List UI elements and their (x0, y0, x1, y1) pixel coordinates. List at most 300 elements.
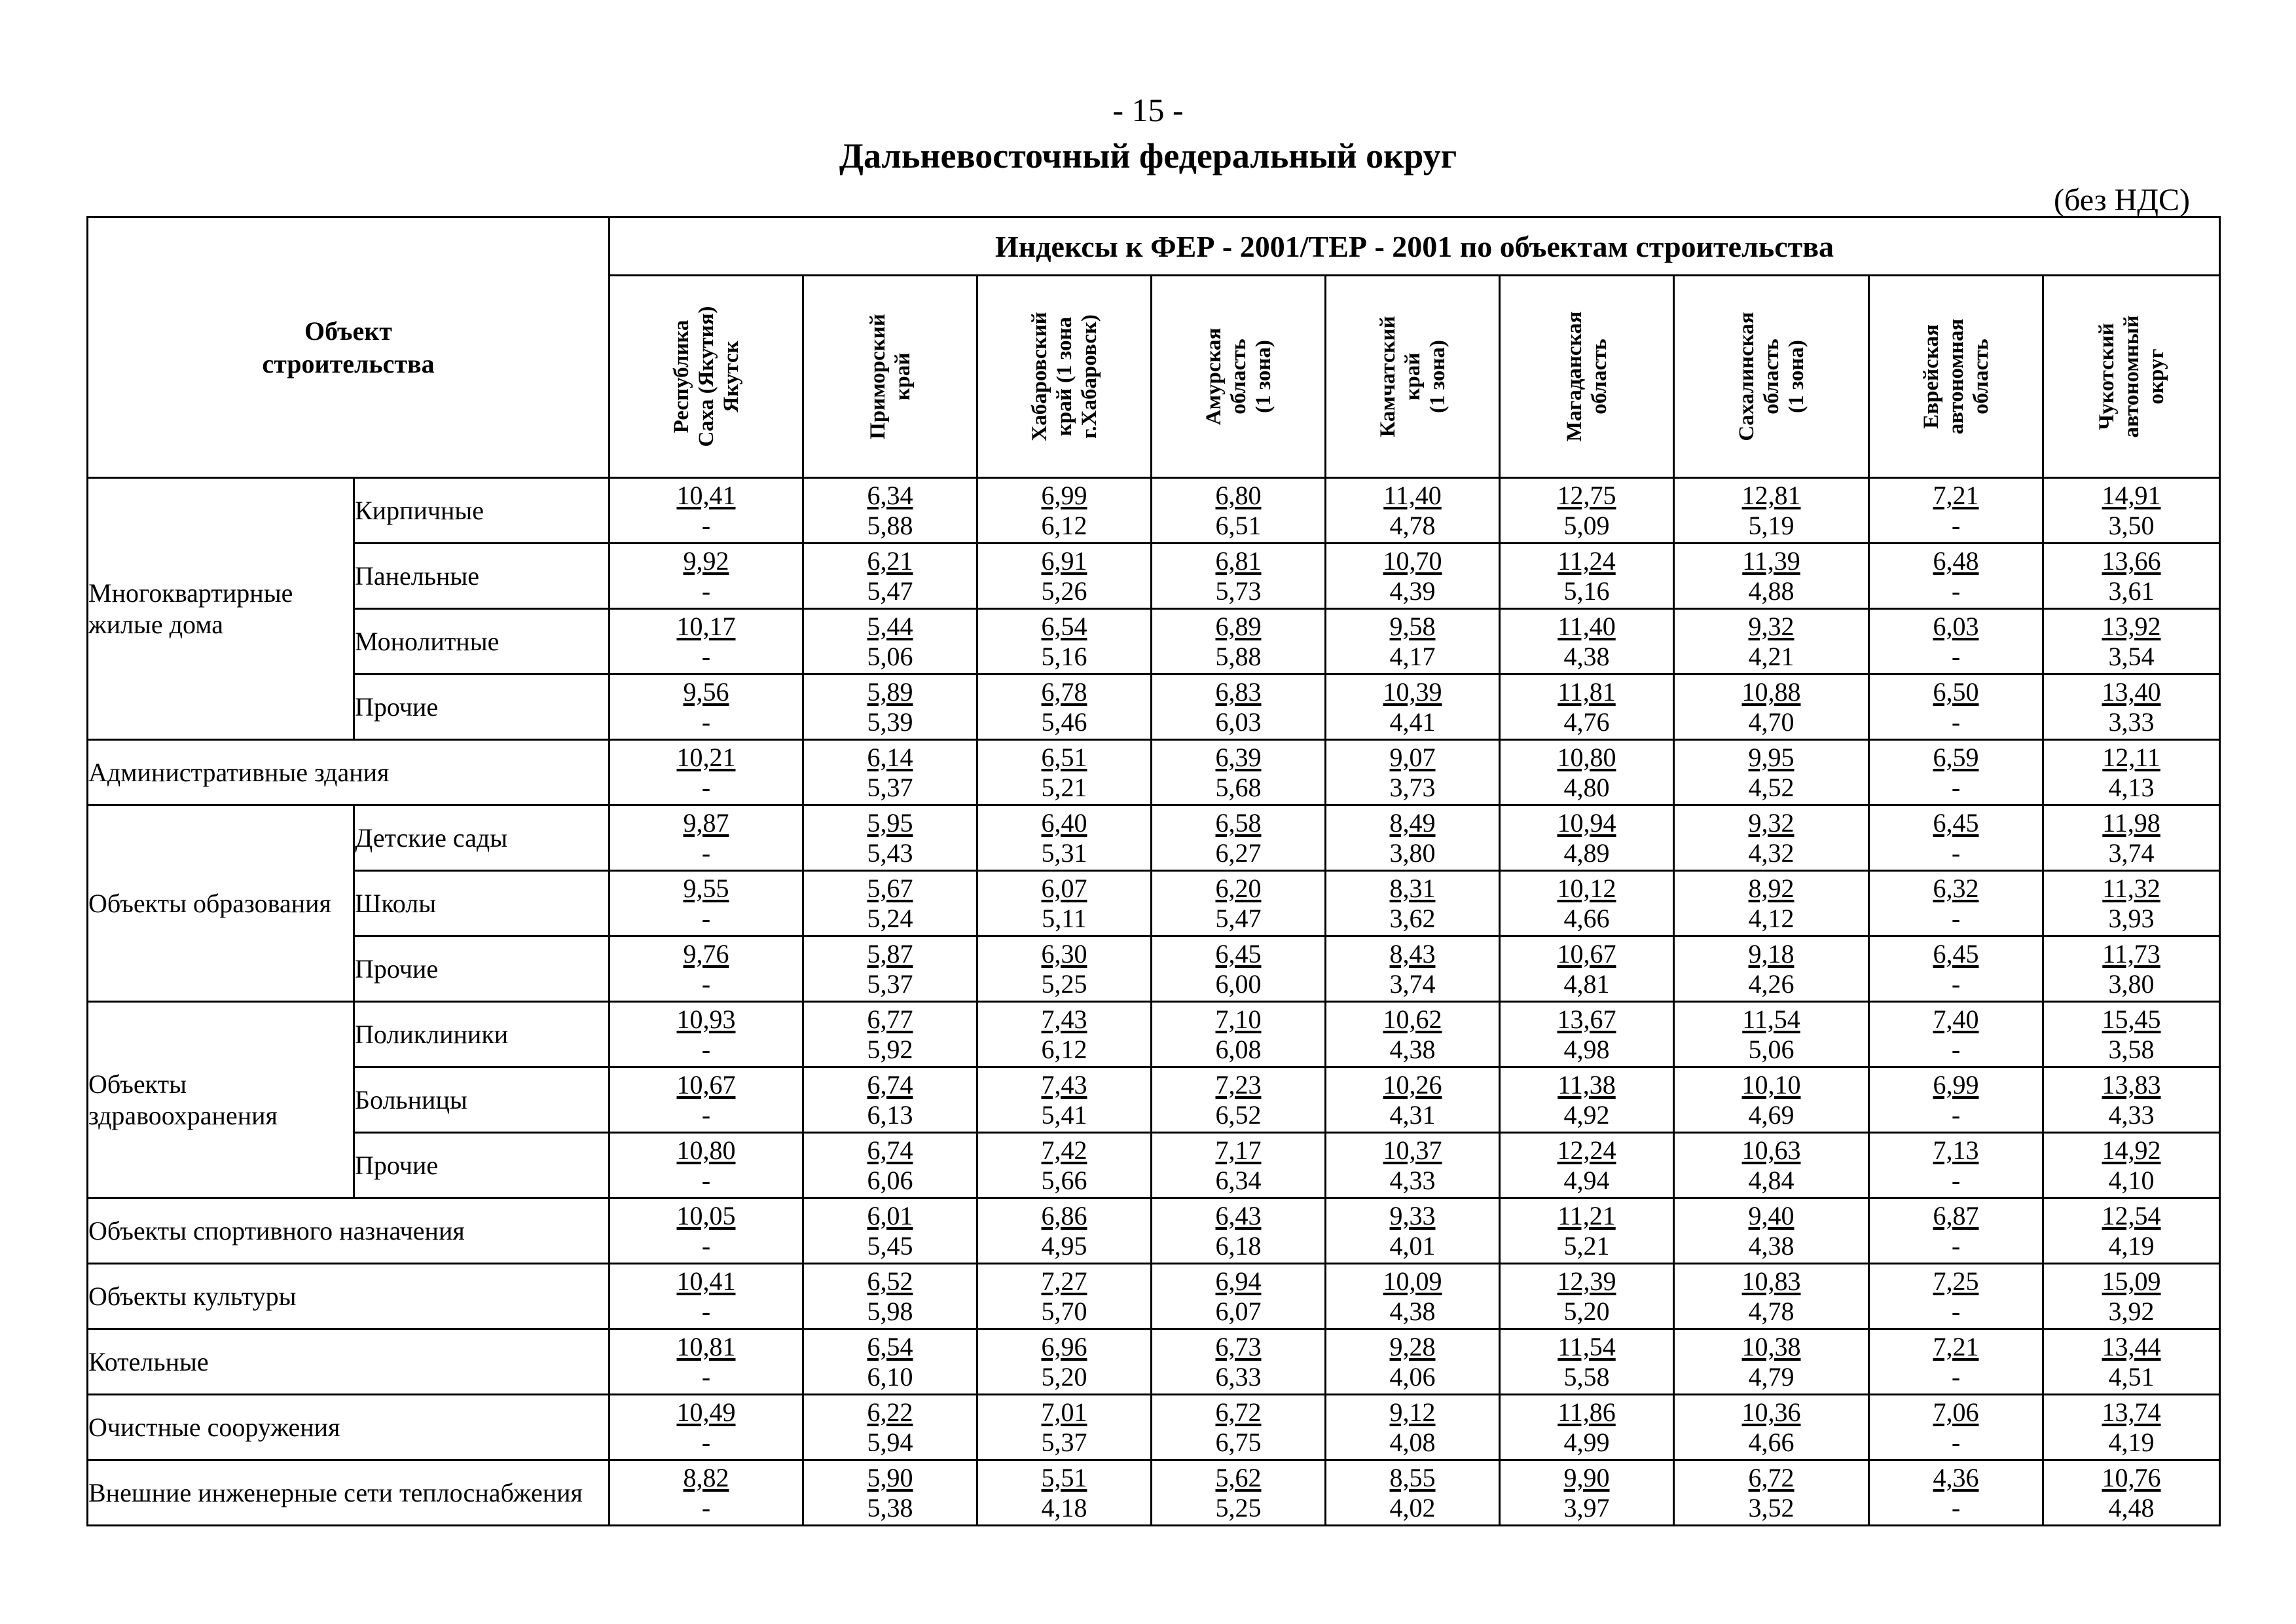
group-label: Объекты здравоохранения (88, 1002, 354, 1198)
table-row (88, 1002, 2220, 1067)
ter-index-value: 5,37 (1041, 1427, 1087, 1457)
subgroup-label: Прочие (354, 674, 610, 740)
ter-index-value: 4,51 (2108, 1361, 2155, 1392)
fer-index-value: 6,22 (867, 1397, 913, 1427)
fer-index-value: 10,62 (1383, 1004, 1442, 1034)
fer-index-value: 10,63 (1741, 1135, 1801, 1165)
ter-index-value: 5,20 (1563, 1296, 1610, 1326)
index-cell (610, 936, 803, 1002)
index-cell (1326, 936, 1500, 1002)
table-row (88, 1198, 2220, 1264)
ter-index-value: 6,51 (1215, 510, 1262, 540)
index-cell (1674, 805, 1869, 871)
fer-index-value: 6,74 (867, 1135, 913, 1165)
fer-index-value: 11,86 (1558, 1397, 1616, 1427)
subgroup-label: Прочие (354, 936, 610, 1002)
ter-index-value: 4,41 (1389, 707, 1436, 737)
ter-index-value: 5,24 (867, 903, 913, 933)
fer-index-value: 13,67 (1557, 1004, 1616, 1034)
fer-index-value: 6,77 (867, 1004, 913, 1034)
index-cell (1674, 871, 1869, 936)
ter-index-value: 5,21 (1041, 772, 1087, 802)
subgroup-label: Монолитные (354, 609, 610, 674)
group-label: Многоквартирные жилые дома (88, 478, 354, 740)
index-cell (1500, 871, 1674, 936)
fer-index-value: 14,91 (2102, 480, 2161, 510)
index-cell (1500, 1264, 1674, 1329)
index-cell (1869, 1002, 2043, 1067)
index-table (86, 216, 2221, 1526)
index-cell (2043, 1395, 2220, 1460)
ter-index-value: - (701, 1492, 711, 1522)
fer-index-value: 9,07 (1389, 742, 1436, 772)
index-cell (1500, 740, 1674, 805)
index-cell (1674, 1329, 1869, 1395)
table-row (88, 544, 2220, 609)
ter-index-value: 4,18 (1041, 1492, 1087, 1522)
index-cell (1152, 1460, 1326, 1526)
index-cell (1500, 544, 1674, 609)
index-cell (803, 1329, 977, 1395)
subgroup-label: Больницы (354, 1067, 610, 1133)
fer-index-value: 6,80 (1215, 480, 1262, 510)
table-row (88, 1067, 2220, 1133)
ter-index-value: 3,74 (2108, 838, 2155, 868)
index-cell (2043, 478, 2220, 544)
fer-index-value: 12,81 (1741, 480, 1801, 510)
fer-index-value: 5,67 (867, 873, 913, 903)
fer-index-value: 10,67 (1557, 938, 1616, 969)
index-cell (803, 1395, 977, 1460)
fer-index-value: 10,21 (676, 742, 736, 772)
region-header-cell (1674, 276, 1869, 478)
ter-index-value: - (1951, 1099, 1961, 1130)
region-header-cell (977, 276, 1152, 478)
fer-index-value: 8,49 (1389, 807, 1436, 838)
fer-index-value: 9,76 (683, 938, 729, 969)
index-cell (610, 1067, 803, 1133)
ter-index-value: 3,74 (1389, 969, 1436, 999)
page-number: - 15 - (1112, 92, 1184, 128)
subgroup-label: Кирпичные (354, 478, 610, 544)
fer-index-value: 9,18 (1748, 938, 1795, 969)
ter-index-value: 4,52 (1748, 772, 1795, 802)
ter-index-value: - (701, 1230, 711, 1261)
ter-index-value: - (1951, 969, 1961, 999)
ter-index-value: 4,78 (1748, 1296, 1795, 1326)
index-cell (610, 1460, 803, 1526)
index-cell (1326, 1067, 1500, 1133)
index-cell (1152, 609, 1326, 674)
index-cell (2043, 805, 2220, 871)
ter-index-value: - (701, 969, 711, 999)
ter-index-value: 3,58 (2108, 1034, 2155, 1064)
index-cell (1869, 674, 2043, 740)
table-row (88, 1329, 2220, 1395)
index-cell (1326, 544, 1500, 609)
index-cell (610, 740, 803, 805)
ter-index-value: 5,31 (1041, 838, 1087, 868)
fer-index-value: 5,51 (1041, 1462, 1087, 1492)
fer-index-value: 6,34 (867, 480, 913, 510)
ter-index-value: 5,16 (1563, 576, 1610, 606)
fer-index-value: 6,52 (867, 1266, 913, 1296)
ter-index-value: 4,81 (1563, 969, 1610, 999)
index-cell (1500, 1460, 1674, 1526)
fer-index-value: 6,30 (1041, 938, 1087, 969)
index-cell (2043, 1460, 2220, 1526)
fer-index-value: 6,45 (1933, 938, 1979, 969)
subgroup-label: Школы (354, 871, 610, 936)
table-row (88, 1133, 2220, 1198)
fer-index-value: 6,21 (867, 545, 913, 576)
region-header-label: Магаданская область (1562, 311, 1611, 442)
ter-index-value: - (1951, 772, 1961, 802)
ter-index-value: 4,26 (1748, 969, 1795, 999)
index-cell (2043, 609, 2220, 674)
fer-index-value: 11,39 (1742, 545, 1800, 576)
ter-index-value: 6,08 (1215, 1034, 1262, 1064)
object-header-label: Объект строительства (262, 316, 435, 378)
group-label: Объекты образования (88, 805, 354, 1002)
ter-index-value: 3,93 (2108, 903, 2155, 933)
fer-index-value: 6,40 (1041, 807, 1087, 838)
index-cell (977, 1264, 1152, 1329)
row-label: Объекты культуры (88, 1264, 610, 1329)
fer-index-value: 5,90 (867, 1462, 913, 1492)
table-row (88, 805, 2220, 871)
ter-index-value: - (701, 903, 711, 933)
index-cell (2043, 740, 2220, 805)
ter-index-value: 3,52 (1748, 1492, 1795, 1522)
index-cell (803, 1460, 977, 1526)
index-cell (977, 1329, 1152, 1395)
index-cell (2043, 1067, 2220, 1133)
fer-index-value: 6,89 (1215, 611, 1262, 641)
index-cell (1674, 1264, 1869, 1329)
index-cell (803, 609, 977, 674)
table-row (88, 478, 2220, 544)
index-cell (1674, 609, 1869, 674)
ter-index-value: - (1951, 576, 1961, 606)
ter-index-value: 6,13 (867, 1099, 913, 1130)
fer-index-value: 10,83 (1741, 1266, 1801, 1296)
fer-index-value: 10,10 (1741, 1069, 1801, 1099)
index-cell (803, 1198, 977, 1264)
fer-index-value: 7,25 (1933, 1266, 1979, 1296)
index-cell (1326, 478, 1500, 544)
index-cell (1869, 1395, 2043, 1460)
fer-index-value: 6,50 (1933, 676, 1979, 707)
ter-index-value: 5,37 (867, 969, 913, 999)
fer-index-value: 7,42 (1041, 1135, 1087, 1165)
region-header-cell (1869, 276, 2043, 478)
region-header-label: Хабаровский край (1 зона г.Хабаровск) (1027, 312, 1101, 441)
ter-index-value: 5,43 (867, 838, 913, 868)
ter-index-value: 3,33 (2108, 707, 2155, 737)
index-cell (1152, 1395, 1326, 1460)
fer-index-value: 10,39 (1383, 676, 1442, 707)
fer-index-value: 13,40 (2102, 676, 2161, 707)
index-cell (977, 674, 1152, 740)
ter-index-value: 4,76 (1563, 707, 1610, 737)
ter-index-value: 4,38 (1389, 1296, 1436, 1326)
index-cell (977, 740, 1152, 805)
ter-index-value: 4,80 (1563, 772, 1610, 802)
subgroup-label: Поликлиники (354, 1002, 610, 1067)
ter-index-value: 5,16 (1041, 641, 1087, 671)
ter-index-value: - (1951, 707, 1961, 737)
index-cell (1152, 740, 1326, 805)
ter-index-value: 4,66 (1748, 1427, 1795, 1457)
ter-index-value: - (701, 641, 711, 671)
fer-index-value: 6,45 (1933, 807, 1979, 838)
index-cell (1674, 1133, 1869, 1198)
index-cell (610, 1329, 803, 1395)
index-cell (1674, 478, 1869, 544)
fer-index-value: 9,56 (683, 676, 729, 707)
row-label: Внешние инженерные сети теплоснабжения (88, 1460, 610, 1526)
ter-index-value: 5,58 (1563, 1361, 1610, 1392)
ter-index-value: 6,33 (1215, 1361, 1262, 1392)
ter-index-value: 5,06 (867, 641, 913, 671)
region-header-label: Республика Саха (Якутия) Якутск (669, 306, 743, 447)
ter-index-value: - (1951, 1492, 1961, 1522)
ter-index-value: 4,12 (1748, 903, 1795, 933)
table-row (88, 936, 2220, 1002)
fer-index-value: 12,54 (2102, 1200, 2161, 1230)
fer-index-value: 9,95 (1748, 742, 1795, 772)
fer-index-value: 12,39 (1557, 1266, 1616, 1296)
row-label: Административные здания (88, 740, 610, 805)
fer-index-value: 10,41 (676, 480, 736, 510)
index-cell (803, 674, 977, 740)
fer-index-value: 7,43 (1041, 1069, 1087, 1099)
row-label: Объекты спортивного назначения (88, 1198, 610, 1264)
index-cell (1152, 1198, 1326, 1264)
ter-index-value: 6,10 (867, 1361, 913, 1392)
index-cell (1326, 1460, 1500, 1526)
index-cell (977, 1067, 1152, 1133)
ter-index-value: 4,98 (1563, 1034, 1610, 1064)
ter-index-value: 5,26 (1041, 576, 1087, 606)
index-cell (1674, 1002, 1869, 1067)
index-cell (1500, 478, 1674, 544)
ter-index-value: 6,06 (867, 1165, 913, 1195)
fer-index-value: 6,20 (1215, 873, 1262, 903)
ter-index-value: - (701, 838, 711, 868)
fer-index-value: 6,39 (1215, 742, 1262, 772)
ter-index-value: 5,45 (867, 1230, 913, 1261)
fer-index-value: 10,70 (1383, 545, 1442, 576)
index-cell (1869, 544, 2043, 609)
ter-index-value: 5,88 (1215, 641, 1262, 671)
index-cell (1326, 609, 1500, 674)
index-cell (803, 1264, 977, 1329)
index-cell (1152, 1133, 1326, 1198)
index-cell (803, 871, 977, 936)
ter-index-value: 5,37 (867, 772, 913, 802)
fer-index-value: 11,40 (1383, 480, 1442, 510)
ter-index-value: 5,20 (1041, 1361, 1087, 1392)
ter-index-value: - (1951, 1296, 1961, 1326)
index-cell (1326, 871, 1500, 936)
ter-index-value: 4,95 (1041, 1230, 1087, 1261)
fer-index-value: 10,76 (2102, 1462, 2161, 1492)
object-header (88, 217, 610, 478)
fer-index-value: 6,91 (1041, 545, 1087, 576)
fer-index-value: 10,94 (1557, 807, 1616, 838)
page-title: Дальневосточный федеральный округ (839, 136, 1457, 175)
ter-index-value: - (701, 1034, 711, 1064)
fer-index-value: 4,36 (1933, 1462, 1979, 1492)
index-cell (803, 1002, 977, 1067)
ter-index-value: 4,17 (1389, 641, 1436, 671)
ter-index-value: 4,08 (1389, 1427, 1436, 1457)
fer-index-value: 8,82 (683, 1462, 729, 1492)
region-header-label: Чукотский автономный округ (2094, 315, 2168, 438)
fer-index-value: 9,90 (1563, 1462, 1610, 1492)
ter-index-value: 5,94 (867, 1427, 913, 1457)
index-cell (1326, 1395, 1500, 1460)
index-cell (2043, 674, 2220, 740)
table-body (88, 478, 2220, 1526)
ter-index-value: - (1951, 1034, 1961, 1064)
index-header: Индексы к ФЕР - 2001/ТЕР - 2001 по объектам строительства (610, 217, 2220, 276)
fer-index-value: 6,07 (1041, 873, 1087, 903)
index-cell (1869, 936, 2043, 1002)
fer-index-value: 6,51 (1041, 742, 1087, 772)
index-cell (2043, 936, 2220, 1002)
fer-index-value: 9,12 (1389, 1397, 1436, 1427)
index-cell (610, 544, 803, 609)
ter-index-value: 5,47 (867, 576, 913, 606)
fer-index-value: 11,98 (2102, 807, 2160, 838)
fer-index-value: 8,31 (1389, 873, 1436, 903)
index-cell (2043, 1264, 2220, 1329)
fer-index-value: 7,40 (1933, 1004, 1979, 1034)
index-cell (1326, 1264, 1500, 1329)
fer-index-value: 6,45 (1215, 938, 1262, 969)
ter-index-value: 4,19 (2108, 1427, 2155, 1457)
index-cell (1674, 740, 1869, 805)
fer-index-value: 7,06 (1933, 1397, 1979, 1427)
fer-index-value: 6,14 (867, 742, 913, 772)
ter-index-value: 6,75 (1215, 1427, 1262, 1457)
ter-index-value: 5,38 (867, 1492, 913, 1522)
fer-index-value: 6,03 (1933, 611, 1979, 641)
fer-index-value: 5,44 (867, 611, 913, 641)
fer-index-value: 6,54 (1041, 611, 1087, 641)
index-cell (610, 1264, 803, 1329)
fer-index-value: 9,40 (1748, 1200, 1795, 1230)
index-cell (610, 609, 803, 674)
index-cell (610, 478, 803, 544)
index-cell (803, 478, 977, 544)
index-cell (1326, 1133, 1500, 1198)
fer-index-value: 6,48 (1933, 545, 1979, 576)
fer-index-value: 6,72 (1748, 1462, 1795, 1492)
index-cell (1869, 1329, 2043, 1395)
fer-index-value: 5,87 (867, 938, 913, 969)
region-header-cell (2043, 276, 2220, 478)
ter-index-value: 5,73 (1215, 576, 1262, 606)
index-cell (1326, 805, 1500, 871)
ter-index-value: 5,98 (867, 1296, 913, 1326)
index-cell (1326, 1002, 1500, 1067)
fer-index-value: 9,92 (683, 545, 729, 576)
ter-index-value: 4,70 (1748, 707, 1795, 737)
ter-index-value: 5,46 (1041, 707, 1087, 737)
fer-index-value: 7,10 (1215, 1004, 1262, 1034)
index-cell (1152, 936, 1326, 1002)
index-cell (1500, 805, 1674, 871)
ter-index-value: - (701, 1099, 711, 1130)
index-cell (1500, 1133, 1674, 1198)
index-cell (1869, 1264, 2043, 1329)
fer-index-value: 13,44 (2102, 1331, 2161, 1361)
ter-index-value: 4,01 (1389, 1230, 1436, 1261)
fer-index-value: 8,43 (1389, 938, 1436, 969)
fer-index-value: 15,09 (2102, 1266, 2161, 1296)
fer-index-value: 6,43 (1215, 1200, 1262, 1230)
region-header-cell (1152, 276, 1326, 478)
region-header-cell (803, 276, 977, 478)
fer-index-value: 11,81 (1558, 676, 1616, 707)
index-cell (1500, 674, 1674, 740)
ter-index-value: 5,25 (1041, 969, 1087, 999)
index-cell (1869, 871, 2043, 936)
fer-index-value: 13,83 (2102, 1069, 2161, 1099)
fer-index-value: 11,38 (1558, 1069, 1616, 1099)
ter-index-value: 5,88 (867, 510, 913, 540)
index-cell (1500, 1198, 1674, 1264)
row-label: Котельные (88, 1329, 610, 1395)
ter-index-value: 4,78 (1389, 510, 1436, 540)
index-cell (803, 805, 977, 871)
fer-index-value: 7,01 (1041, 1397, 1087, 1427)
fer-index-value: 8,55 (1389, 1462, 1436, 1492)
fer-index-value: 10,05 (676, 1200, 736, 1230)
ter-index-value: 4,69 (1748, 1099, 1795, 1130)
fer-index-value: 10,81 (676, 1331, 736, 1361)
ter-index-value: - (701, 1165, 711, 1195)
fer-index-value: 10,09 (1383, 1266, 1442, 1296)
fer-index-value: 5,95 (867, 807, 913, 838)
fer-index-value: 6,32 (1933, 873, 1979, 903)
ter-index-value: 4,02 (1389, 1492, 1436, 1522)
row-label: Очистные сооружения (88, 1395, 610, 1460)
index-cell (1869, 1067, 2043, 1133)
ter-index-value: 6,27 (1215, 838, 1262, 868)
fer-index-value: 15,45 (2102, 1004, 2161, 1034)
index-cell (1326, 1198, 1500, 1264)
fer-index-value: 10,17 (676, 611, 736, 641)
region-header-label: Приморский край (866, 314, 915, 439)
fer-index-value: 9,33 (1389, 1200, 1436, 1230)
fer-index-value: 5,89 (867, 676, 913, 707)
subgroup-label: Прочие (354, 1133, 610, 1198)
ter-index-value: 5,21 (1563, 1230, 1610, 1261)
fer-index-value: 6,86 (1041, 1200, 1087, 1230)
index-cell (1869, 609, 2043, 674)
ter-index-value: 4,06 (1389, 1361, 1436, 1392)
ter-index-value: 4,92 (1563, 1099, 1610, 1130)
index-cell (1326, 674, 1500, 740)
fer-index-value: 6,74 (867, 1069, 913, 1099)
fer-index-value: 14,92 (2102, 1135, 2161, 1165)
index-cell (803, 936, 977, 1002)
